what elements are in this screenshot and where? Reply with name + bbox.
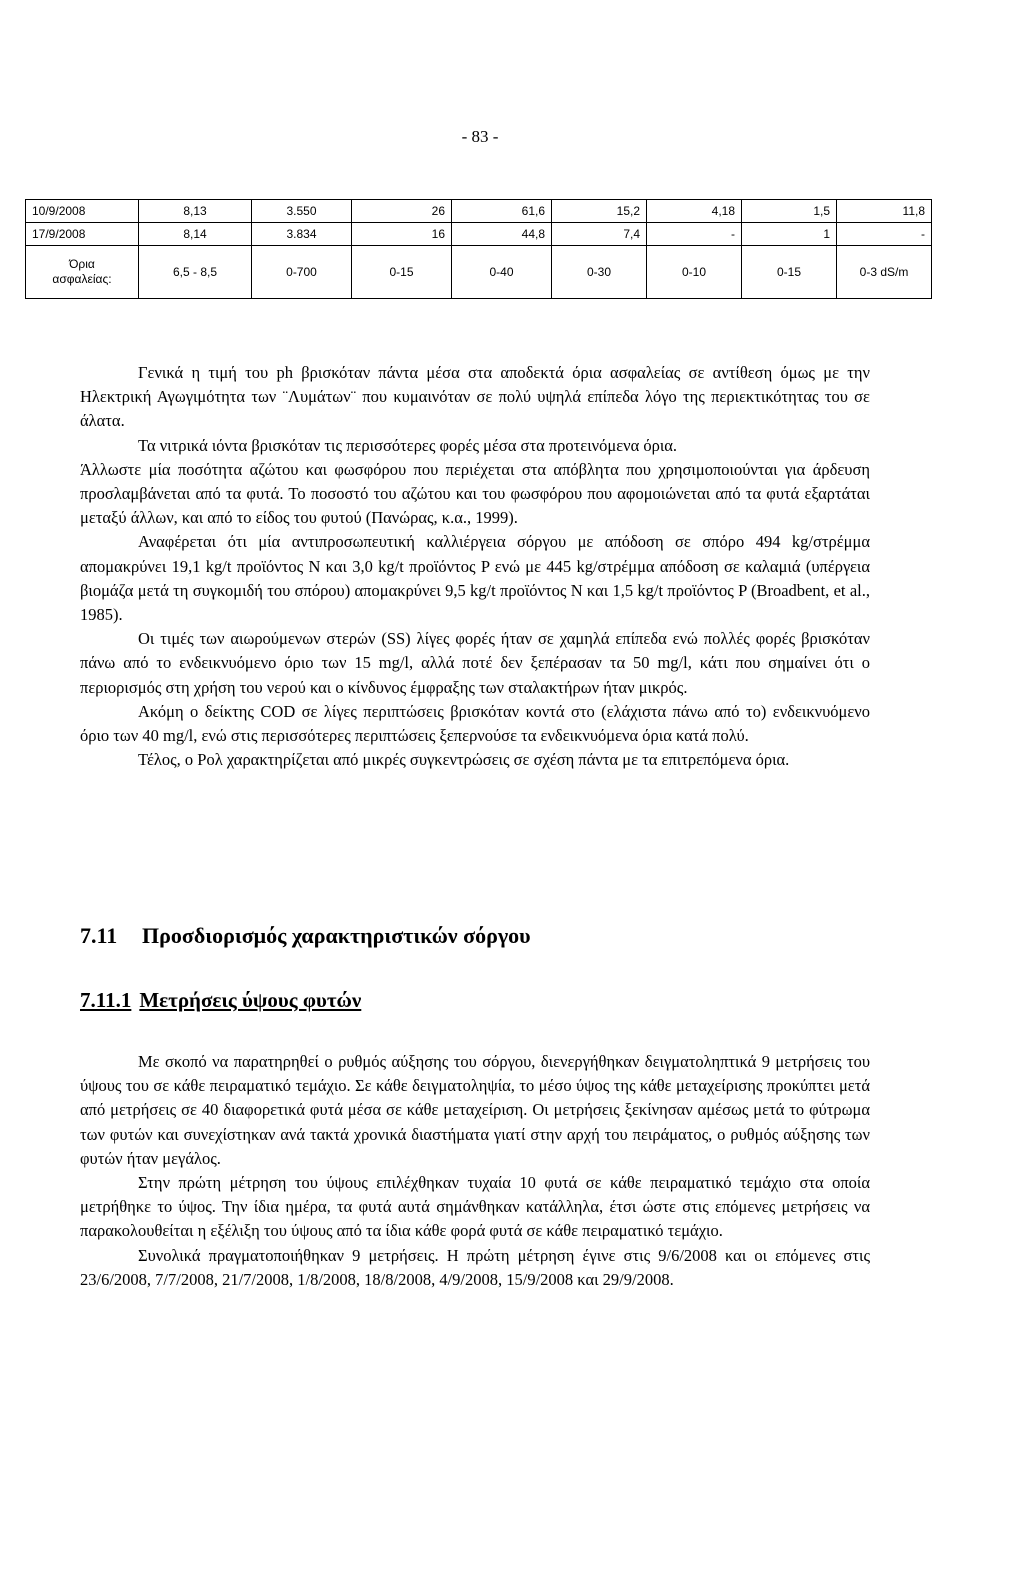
limits-label: Όρια ασφαλείας: <box>26 246 139 299</box>
subsection-heading <box>80 988 361 1013</box>
subsection-title: Μετρήσεις ύψους φυτών <box>139 988 362 1012</box>
water-quality-table <box>25 199 932 299</box>
plant-height-text <box>80 1050 870 1292</box>
section-number: 7.11 <box>80 923 118 948</box>
table-cell: - <box>647 223 742 246</box>
table-cell: 3.550 <box>252 200 352 223</box>
paragraph: Αναφέρεται ότι μία αντιπροσωπευτική καλλιέργεια σόργου με απόδοση σε σπόρο 494 kg/στρέμμα απομακρύνει 19,1 kg/t προϊόντος N και 3,0 kg/t προϊόντος P ενώ με 445 kg/στρέμμα απόδοση σε καλαμιά (υπέργεια βιομάζα μετά τη συγκομιδή του σπόρου) απομακρύνει 9,5 kg/t προϊόντος N και 1,5 kg/t προϊόντος P (Broadbent, et al., 1985). <box>80 532 870 625</box>
table-row <box>26 223 932 246</box>
limit-cell: 6,5 - 8,5 <box>139 246 252 299</box>
table-cell: 16 <box>352 223 452 246</box>
section-title: Προσδιορισμός χαρακτηριστικών σόργου <box>142 923 531 948</box>
paragraph: Ακόμη ο δείκτης COD σε λίγες περιπτώσεις βρισκόταν κοντά στο (ελάχιστα πάνω από το) ενδεικνυόμενο όριο των 40 mg/l, ενώ στις περισσότερες περιπτώσεις ξεπερνούσε τα ενδεικνυόμενα όρια κατά πολύ. <box>80 701 870 746</box>
table-cell: 1 <box>742 223 837 246</box>
results-discussion <box>80 361 870 772</box>
paragraph: Τα νιτρικά ιόντα βρισκόταν τις περισσότερες φορές μέσα στα προτεινόμενα όρια. <box>138 435 678 455</box>
table-cell: 1,5 <box>742 200 837 223</box>
limit-cell: 0-700 <box>252 246 352 299</box>
limit-cell: 0-3 dS/m <box>837 246 932 299</box>
limit-cell: 0-40 <box>452 246 552 299</box>
paragraph: Οι τιμές των αιωρούμενων στερών (SS) λίγες φορές ήταν σε χαμηλά επίπεδα ενώ πολλές φορές βρισκόταν πάνω από το ενδεικνυόμενο όριο των 15 mg/l, αλλά ποτέ δεν ξεπέρασαν τα 50 mg/l, κάτι που σημαίνει ότι ο περιορισμός στη χρήση του νερού και ο κίνδυνος έμφραξης των σταλακτήρων ήταν μικρός. <box>80 629 870 697</box>
subsection-number: 7.11.1 <box>80 988 132 1012</box>
table-cell: - <box>837 223 932 246</box>
limit-cell: 0-10 <box>647 246 742 299</box>
paragraph: Γενικά η τιμή του ph βρισκόταν πάντα μέσα στα αποδεκτά όρια ασφαλείας σε αντίθεση όμως με την Ηλεκτρική Αγωγιμότητα των ¨Λυμάτων¨ που κυμαινόταν σε πολύ υψηλά επίπεδα λόγο της περιεκτικότητας του σε άλατα. <box>80 363 870 431</box>
page-number: - 83 - <box>461 127 499 146</box>
limit-cell: 0-15 <box>352 246 452 299</box>
table-cell: 61,6 <box>452 200 552 223</box>
table-cell: 7,4 <box>552 223 647 246</box>
paragraph: Άλλωστε μία ποσότητα αζώτου και φωσφόρου που περιέχεται στα απόβλητα που χρησιμοποιούνται για άρδευση προσλαμβάνεται από τα φυτά. Το ποσοστό του αζώτου και του φωσφόρου που αφομοιώνεται από τα φυτά εξαρτάται μεταξύ άλλων, και από το είδος του φυτού (Πανώρας, κ.α., 1999). <box>80 459 870 528</box>
table-cell: 44,8 <box>452 223 552 246</box>
table-row <box>26 200 932 223</box>
date-cell: 10/9/2008 <box>26 200 139 223</box>
limits-row <box>26 246 932 299</box>
table-cell: 11,8 <box>837 200 932 223</box>
date-cell: 17/9/2008 <box>26 223 139 246</box>
table-cell: 26 <box>352 200 452 223</box>
table-cell: 8,13 <box>139 200 252 223</box>
limit-cell: 0-30 <box>552 246 647 299</box>
table-cell: 4,18 <box>647 200 742 223</box>
section-heading <box>80 923 531 949</box>
paragraph: Τέλος, ο Ρολ χαρακτηρίζεται από μικρές συγκεντρώσεις σε σχέση πάντα με τα επιτρεπόμενα όρια. <box>138 750 790 770</box>
table-cell: 8,14 <box>139 223 252 246</box>
paragraph: Με σκοπό να παρατηρηθεί ο ρυθμός αύξησης του σόργου, διενεργήθηκαν δειγματοληπτικά 9 μετρήσεις του ύψους του σε κάθε πειραματικό τεμάχιο. Σε κάθε δειγματοληψία, το μέσο ύψος της κάθε μεταχείρισης προκύπτει μετά από μετρήσεις σε 40 διαφορετικά φυτά μέσα σε κάθε μεταχείριση. Οι μετρήσεις ξεκίνησαν αμέσως μετά το φύτρωμα των φυτών και συνεχίστηκαν ανά τακτά χρονικά διαστήματα γιατί στην αρχή του πειράματος, ο ρυθμός αύξησης των φυτών ήταν μεγάλος. <box>80 1052 870 1168</box>
paragraph: Συνολικά πραγματοποιήθηκαν 9 μετρήσεις. Η πρώτη μέτρηση έγινε στις 9/6/2008 και οι επόμενες στις 23/6/2008, 7/7/2008, 21/7/2008, 1/8/2008, 18/8/2008, 4/9/2008, 15/9/2008 και 29/9/2008. <box>80 1245 870 1289</box>
table-cell: 15,2 <box>552 200 647 223</box>
paragraph: Στην πρώτη μέτρηση του ύψους επιλέχθηκαν τυχαία 10 φυτά σε κάθε πειραματικό τεμάχιο στα οποία μετρήθηκε το ύψος. Την ίδια ημέρα, τα φυτά αυτά σημάνθηκαν κατάλληλα, έτσι ώστε στις επόμενες μετρήσεις να παρακολουθείται η εξέλιξη του ύψους από τα ίδια κάθε φορά φυτά σε κάθε πειραματικό τεμάχιο. <box>80 1173 870 1241</box>
limit-cell: 0-15 <box>742 246 837 299</box>
table-cell: 3.834 <box>252 223 352 246</box>
